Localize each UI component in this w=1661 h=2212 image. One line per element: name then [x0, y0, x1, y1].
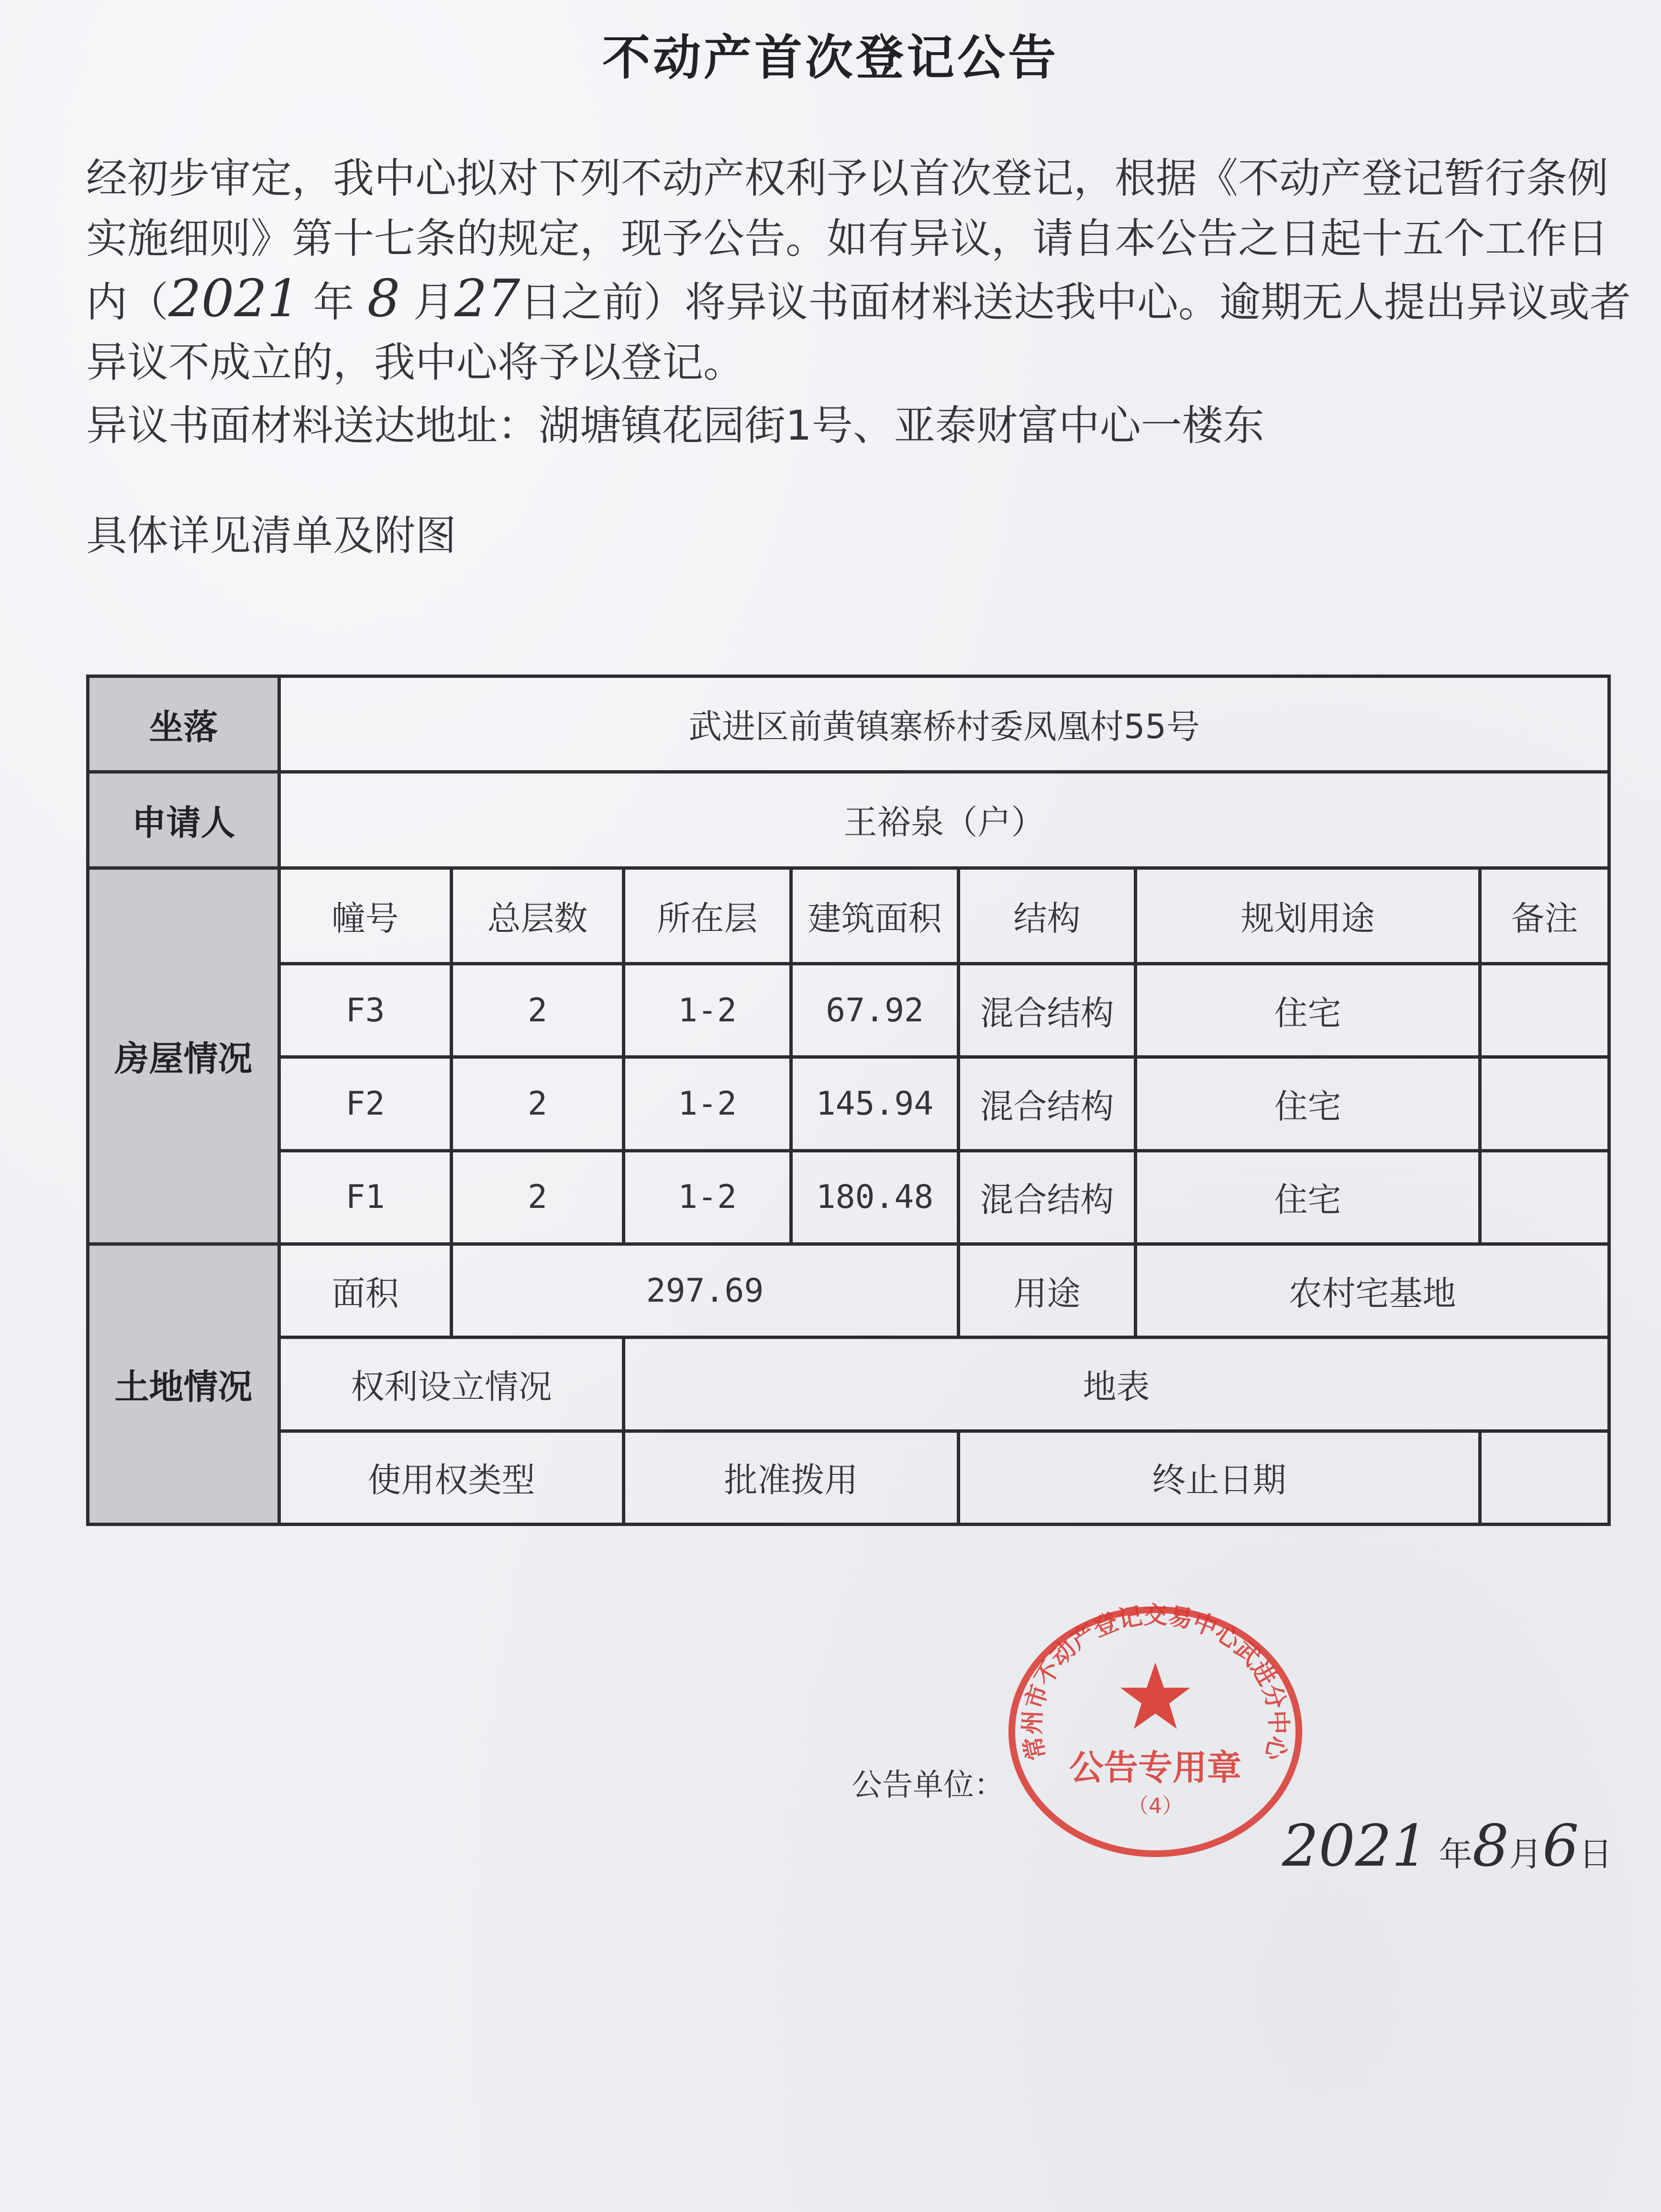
- applicant-value: 王裕泉（户）: [279, 772, 1609, 868]
- table-row: [88, 963, 1609, 1057]
- floor-at-cell: 1-2: [624, 1150, 791, 1244]
- house-header-cell: 幢号: [279, 868, 452, 963]
- house-header-cell: 总层数: [452, 868, 624, 963]
- house-header-cell: 结构: [959, 868, 1136, 963]
- usage-type-value: 批准拨用: [624, 1431, 959, 1524]
- floor-at-cell: 1-2: [624, 1057, 791, 1150]
- usage-type-row: [88, 1431, 1609, 1524]
- land-use-value: 农村宅基地: [1136, 1244, 1609, 1337]
- rights-label: 权利设立情况: [279, 1338, 624, 1431]
- use-cell: 住宅: [1136, 963, 1480, 1057]
- note-cell: [1480, 1150, 1609, 1244]
- house-header-cell: 所在层: [624, 868, 791, 963]
- end-date-value: [1480, 1431, 1609, 1524]
- land-label: 土地情况: [88, 1244, 279, 1524]
- use-cell: 住宅: [1136, 1150, 1480, 1244]
- floors-cell: 2: [452, 963, 624, 1057]
- notice-date: [1282, 1813, 1612, 1880]
- seal-center-text: 公告专用章: [1069, 1747, 1242, 1788]
- structure-cell: 混合结构: [959, 1057, 1136, 1150]
- land-area-value: 297.69: [452, 1244, 959, 1337]
- location-value: 武进区前黄镇寨桥村委凤凰村55号: [279, 676, 1609, 772]
- structure-cell: 混合结构: [959, 963, 1136, 1057]
- bldg-cell: F3: [279, 963, 452, 1057]
- official-seal-icon: [1000, 1598, 1311, 1866]
- date-month: 8: [1472, 1813, 1509, 1880]
- seal-ring-text: 常州市不动产登记交易中心武进分中心: [1018, 1601, 1293, 1763]
- house-header-cell: 建筑面积: [791, 868, 959, 963]
- table-row: [88, 1057, 1609, 1150]
- notice-unit-label: 公告单位：: [852, 1768, 1005, 1803]
- date-year: 2021: [1282, 1813, 1428, 1880]
- note-cell: [1480, 1057, 1609, 1150]
- date-year-unit: 年: [1439, 1835, 1473, 1874]
- date-day: 6: [1542, 1813, 1579, 1880]
- area-cell: 67.92: [791, 963, 959, 1057]
- house-header-row: [88, 868, 1609, 963]
- detail-reference: 具体详见清单及附图: [86, 512, 456, 560]
- rights-value: 地表: [624, 1338, 1609, 1431]
- area-cell: 180.48: [791, 1150, 959, 1244]
- floors-cell: 2: [452, 1150, 624, 1244]
- land-area-label: 面积: [279, 1244, 452, 1337]
- handwritten-day: 27: [454, 269, 520, 329]
- area-cell: 145.94: [791, 1057, 959, 1150]
- bldg-cell: F1: [279, 1150, 452, 1244]
- end-date-label: 终止日期: [959, 1431, 1480, 1524]
- month-unit: 月: [413, 278, 454, 326]
- year-unit: 年: [313, 278, 354, 326]
- house-header-cell: 规划用途: [1136, 868, 1480, 963]
- house-header-cell: 备注: [1480, 868, 1609, 963]
- seal-star-icon: [1120, 1662, 1190, 1729]
- handwritten-month: 8: [367, 269, 400, 329]
- rights-row: [88, 1338, 1609, 1431]
- notice-title: 不动产首次登记公告: [602, 30, 1059, 86]
- registration-table: [86, 675, 1611, 1526]
- notice-intro-paragraph: [86, 148, 1631, 393]
- note-cell: [1480, 963, 1609, 1057]
- usage-type-label: 使用权类型: [279, 1431, 624, 1524]
- location-label: 坐落: [88, 676, 279, 772]
- use-cell: 住宅: [1136, 1057, 1480, 1150]
- date-month-unit: 月: [1509, 1835, 1543, 1874]
- intro-text-1: 经初步审定，我中心拟对下列不动产权利予以首次登记，根据《不动产登记暂行条例实施细则》第十七条的规定，现予公告。如有异议，请自本公告之日起十五个工作日内（: [86, 155, 1608, 326]
- handwritten-year: 2021: [168, 269, 300, 329]
- land-use-label: 用途: [959, 1244, 1136, 1337]
- structure-cell: 混合结构: [959, 1150, 1136, 1244]
- applicant-label: 申请人: [88, 772, 279, 868]
- intro-text-2: 日之前）将异议书面材料送达我中心。逾期无人提出异议或者异议不成立的，我中心将予以登记。: [86, 278, 1631, 387]
- land-area-row: [88, 1244, 1609, 1337]
- floors-cell: 2: [452, 1057, 624, 1150]
- seal-number: （4）: [1128, 1794, 1183, 1818]
- table-row: [88, 1150, 1609, 1244]
- floor-at-cell: 1-2: [624, 963, 791, 1057]
- date-day-unit: 日: [1579, 1835, 1613, 1874]
- house-label: 房屋情况: [88, 868, 279, 1244]
- objection-address: 异议书面材料送达地址：湖塘镇花园街1号、亚泰财富中心一楼东: [86, 402, 1264, 450]
- bldg-cell: F2: [279, 1057, 452, 1150]
